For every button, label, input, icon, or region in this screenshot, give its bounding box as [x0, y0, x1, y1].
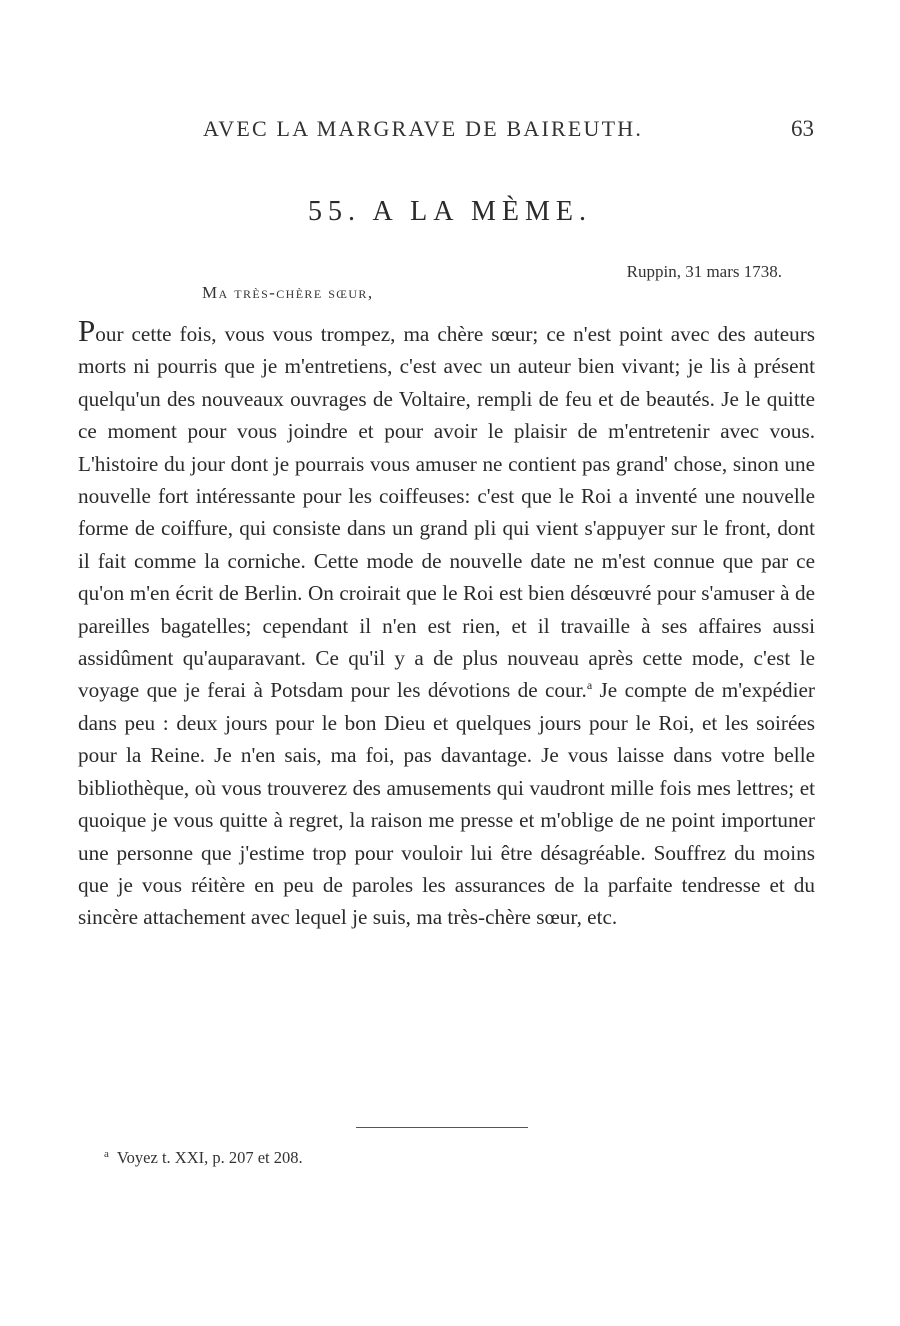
letter-body-part-2: Je compte de m'expédier dans peu : deux jours pour le bon Dieu et quelques jours pour le Roi, et les soirées pour la Reine. Je n'en sais, ma foi, pas davantage. Je vous laisse dans votre belle bibliothèque, où vous trouverez des amusements qui vaudront mille fois mes lettres; et quoique je vous quitte à regret, la raison me presse et m'oblige de ne point importuner une personne que j'estime trop pour vouloir lui être désagréable. Souffrez du moins que je vous réitère en peu de paroles les assurances de la parfaite tendresse et du sincère attachement avec lequel je suis, ma très-chère sœur, etc.: [78, 678, 815, 930]
letter-body-part-1: our cette fois, vous vous trompez, ma chère sœur; ce n'est point avec des auteurs morts ni pourris que je m'entretiens, c'est avec un auteur bien vivant; je lis à présent quelqu'un des nouveaux ouvrages de Voltaire, rempli de feu et de beautés. Je le quitte ce moment pour vous joindre et pour avoir le plaisir de m'entretenir avec vous. L'histoire du jour dont je pourrais vous amuser ne contient pas grand' chose, sinon une nouvelle fort intéressante pour les coiffeuses: c'est que le Roi a inventé une nouvelle forme de coiffure, qui consiste dans un grand pli qui vient s'appuyer sur le front, dont il fait comme la corniche. Cette mode de nouvelle date ne m'est connue que par ce qu'on m'en écrit de Berlin. On croirait que le Roi est bien désœuvré pour s'amuser à de pareilles bagatelles; cependant il n'en est rien, et il travaille à ses affaires aussi assidûment qu'auparavant. Ce qu'il y a de plus nouveau après cette mode, c'est le voyage que je ferai à Potsdam pour les dévotions de cour.: [78, 322, 815, 703]
running-head: AVEC LA MARGRAVE DE BAIREUTH.: [203, 116, 644, 141]
footnote: [104, 1148, 303, 1168]
letter-heading: 55. A LA MÈME.: [308, 196, 592, 227]
salutation: Ma très-chère sœur,: [202, 283, 374, 302]
footnote-reference: a: [586, 678, 593, 693]
footnote-mark: a: [104, 1147, 109, 1160]
drop-cap: P: [78, 313, 96, 348]
letter-paragraph: [78, 313, 815, 934]
footnote-divider: [356, 1127, 528, 1128]
dateline: Ruppin, 31 mars 1738.: [626, 262, 782, 281]
page-number: 63: [791, 116, 814, 141]
letter-body: [78, 313, 815, 934]
footnote-text: Voyez t. XXI, p. 207 et 208.: [116, 1148, 303, 1167]
